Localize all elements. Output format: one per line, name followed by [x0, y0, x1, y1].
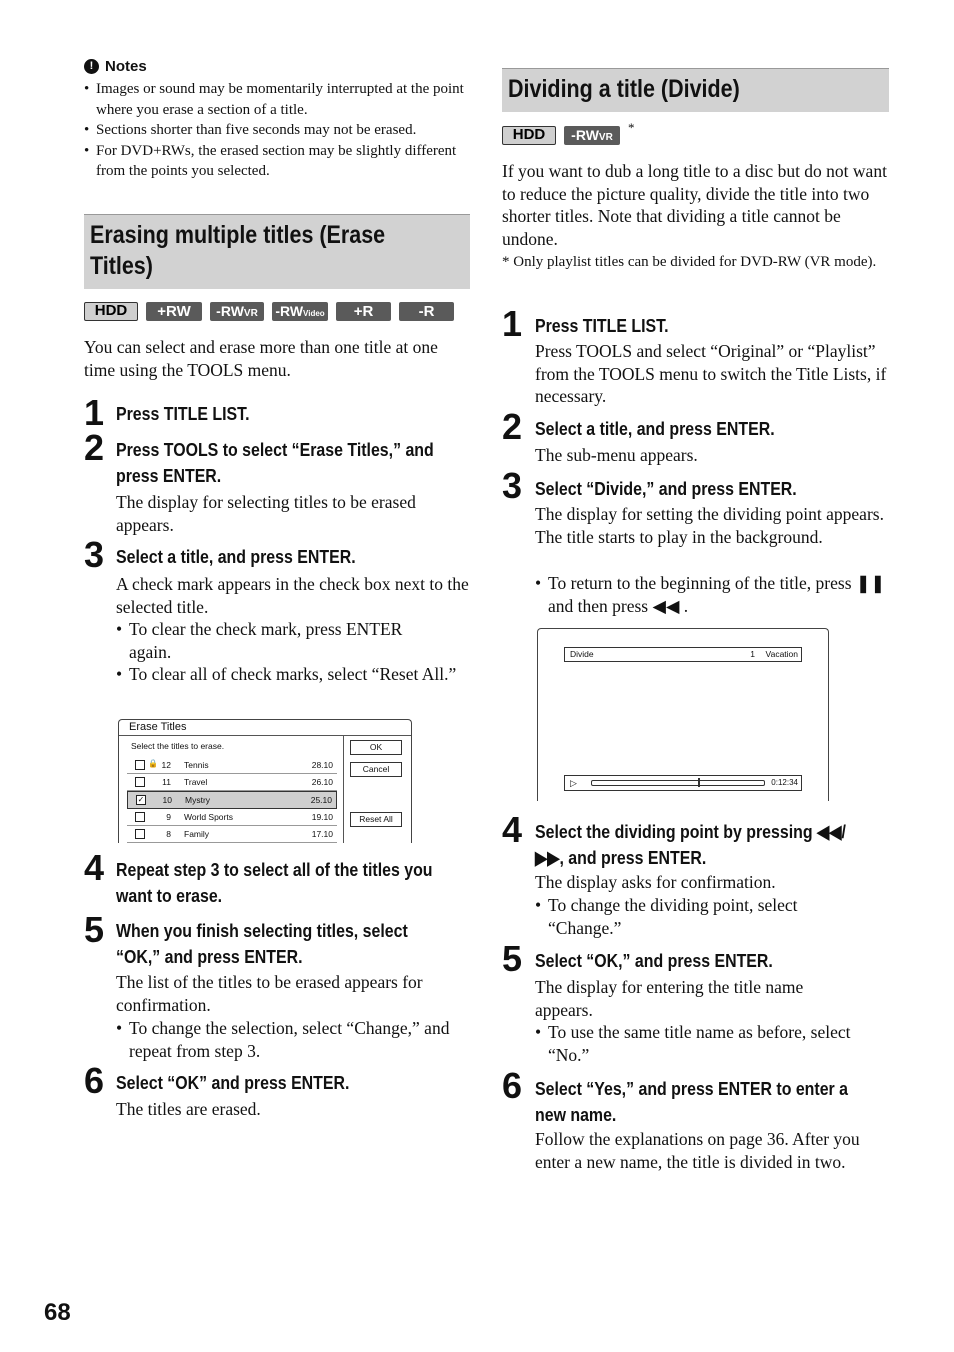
step-heading: Select “OK” and press ENTER.	[116, 1072, 350, 1093]
playback-time: 0:12:34	[771, 778, 798, 787]
title-number: 12	[161, 760, 171, 770]
title-number: 11	[162, 777, 171, 787]
note-icon: !	[84, 59, 99, 74]
reset-all-button[interactable]: Reset All	[350, 812, 402, 827]
step-bullet: • To change the dividing point, select “Change.”	[535, 894, 835, 939]
step-bullet: • To use the same title name as before, select “No.”	[535, 1021, 889, 1066]
checkbox[interactable]	[135, 777, 145, 787]
step-number: 5	[502, 938, 523, 979]
divide-disc-badges	[502, 120, 635, 145]
hdd-badge: HDD	[84, 302, 138, 321]
title-list	[127, 757, 337, 843]
step-body: A check mark appears in the check box next to the selected title.	[116, 574, 469, 617]
step-body: The titles are erased.	[116, 1099, 261, 1119]
step-body: The sub-menu appears.	[535, 445, 698, 465]
step-body: The display for entering the title name appears.	[535, 977, 804, 1020]
divide-screen	[537, 628, 829, 801]
note-item: • Images or sound may be momentarily interrupted at the point where you erase a section of a title.	[84, 79, 470, 120]
title-row-selected[interactable]	[127, 791, 337, 809]
title-date: 19.10	[311, 812, 333, 822]
hdd-badge: HDD	[502, 126, 556, 145]
step-heading: Press TOOLS to select “Erase Titles,” and press ENTER.	[116, 439, 434, 486]
page-number: 68	[44, 1299, 71, 1326]
step-heading: Select the dividing point by pressing ◀◀/ ▶▶, and press ENTER.	[535, 821, 846, 868]
step-number: 5	[84, 909, 105, 950]
divide-section-heading: Dividing a title (Divide)	[502, 68, 889, 112]
checkbox[interactable]	[135, 760, 145, 770]
step-number: 3	[84, 534, 105, 575]
play-icon: ▷	[570, 778, 577, 788]
title-name: Tennis	[184, 760, 209, 770]
step-body: Follow the explanations on page 36. After you enter a new name, the title is divided in two.	[535, 1129, 860, 1172]
rw-video-badge: -RWVideo	[272, 302, 328, 321]
step-number: 2	[502, 406, 523, 447]
plus-rw-badge: +RW	[146, 302, 202, 321]
checkbox-checked[interactable]: ✓	[137, 795, 145, 804]
divide-intro: If you want to dub a long title to a disc but do not want to reduce the picture quality, divide the title into two shorter titles. Note that dividing a title cannot be undone.	[502, 161, 887, 249]
playback-bar	[564, 775, 802, 791]
erase-disc-badges	[84, 302, 454, 321]
screen-instruction: Select the titles to erase.	[131, 741, 225, 751]
title-row[interactable]	[127, 826, 337, 843]
step-heading: Press TITLE LIST.	[116, 403, 250, 424]
step-heading: Press TITLE LIST.	[535, 315, 669, 336]
step-body: Press TOOLS and select “Original” or “Playlist” from the TOOLS menu to switch the Title Lists, if necessary.	[535, 341, 887, 406]
title-date: 25.10	[310, 795, 332, 805]
title-name: World Sports	[184, 812, 233, 822]
title-number: 8	[166, 829, 171, 839]
step-number: 1	[84, 392, 105, 433]
checkbox[interactable]	[135, 812, 145, 822]
asterisk: *	[628, 120, 635, 135]
notes-title: ! Notes	[84, 58, 470, 75]
progress-track[interactable]	[591, 780, 765, 786]
step-heading: Select a title, and press ENTER.	[535, 418, 775, 439]
step-number: 4	[502, 809, 523, 850]
cancel-button[interactable]: Cancel	[350, 762, 402, 777]
title-name: Vacation	[765, 649, 798, 659]
erase-intro: You can select and erase more than one title at one time using the TOOLS menu.	[84, 337, 438, 380]
divide-label: Divide	[570, 649, 594, 659]
screen-title: Erase Titles	[129, 721, 187, 733]
erase-titles-screen	[118, 719, 412, 843]
title-date: 28.10	[311, 760, 333, 770]
ok-button[interactable]: OK	[350, 740, 402, 755]
step-heading: When you finish selecting titles, select “OK,” and press ENTER.	[116, 920, 408, 967]
divide-footnote: * Only playlist titles can be divided for DVD-RW (VR mode).	[502, 254, 877, 270]
step-heading: Select “OK,” and press ENTER.	[535, 950, 773, 971]
divide-point-marker[interactable]	[698, 778, 700, 787]
step-body: The display for setting the dividing point appears. The title starts to play in the background.	[535, 504, 884, 547]
checkbox[interactable]	[135, 829, 145, 839]
minus-r-badge: -R	[399, 302, 454, 321]
step-bullet: • To change the selection, select “Change,” and repeat from step 3.	[116, 1017, 470, 1062]
step-body: The display asks for confirmation.	[535, 872, 776, 892]
plus-r-badge: +R	[336, 302, 391, 321]
title-number: 1	[750, 649, 755, 659]
step-number: 6	[502, 1065, 523, 1106]
step-number: 2	[84, 427, 105, 468]
title-info-bar	[564, 647, 802, 662]
step-number: 3	[502, 465, 523, 506]
step-heading: Select a title, and press ENTER.	[116, 546, 356, 567]
step-number: 4	[84, 847, 105, 888]
title-date: 17.10	[311, 829, 333, 839]
title-name: Mystry	[185, 795, 211, 805]
title-name: Travel	[184, 777, 208, 787]
step-bullet: • To return to the beginning of the title, press ❚❚ and then press ◀◀ .	[535, 572, 889, 617]
title-row[interactable]	[127, 774, 337, 791]
erase-section-heading: Erasing multiple titles (Erase Titles)	[84, 214, 470, 289]
step-body: The display for selecting titles to be erased appears.	[116, 492, 416, 535]
note-item: • For DVD+RWs, the erased section may be slightly different from the points you selected.	[84, 141, 470, 182]
title-number: 10	[162, 795, 172, 805]
title-date: 26.10	[311, 777, 333, 787]
step-heading: Repeat step 3 to select all of the titles you want to erase.	[116, 859, 433, 906]
notes-list	[84, 79, 470, 182]
title-number: 9	[166, 812, 171, 822]
title-name: Family	[184, 829, 210, 839]
step-bullet: • To clear the check mark, press ENTER again.	[116, 618, 446, 663]
note-item: • Sections shorter than five seconds may not be erased.	[84, 120, 470, 141]
step-body: The list of the titles to be erased appears for confirmation.	[116, 972, 423, 1015]
step-heading: Select “Divide,” and press ENTER.	[535, 478, 797, 499]
title-row[interactable]	[127, 757, 337, 774]
rw-vr-badge: -RWVR	[564, 126, 620, 145]
step-number: 6	[84, 1060, 105, 1101]
step-number: 1	[502, 303, 523, 344]
title-row[interactable]	[127, 809, 337, 826]
rw-vr-badge: -RWVR	[210, 302, 264, 321]
step-bullet: • To clear all of check marks, select “Reset All.”	[116, 663, 466, 686]
notes-block	[84, 58, 470, 182]
step-heading: Select “Yes,” and press ENTER to enter a new name.	[535, 1078, 849, 1125]
lock-icon: 🔒	[148, 759, 158, 768]
